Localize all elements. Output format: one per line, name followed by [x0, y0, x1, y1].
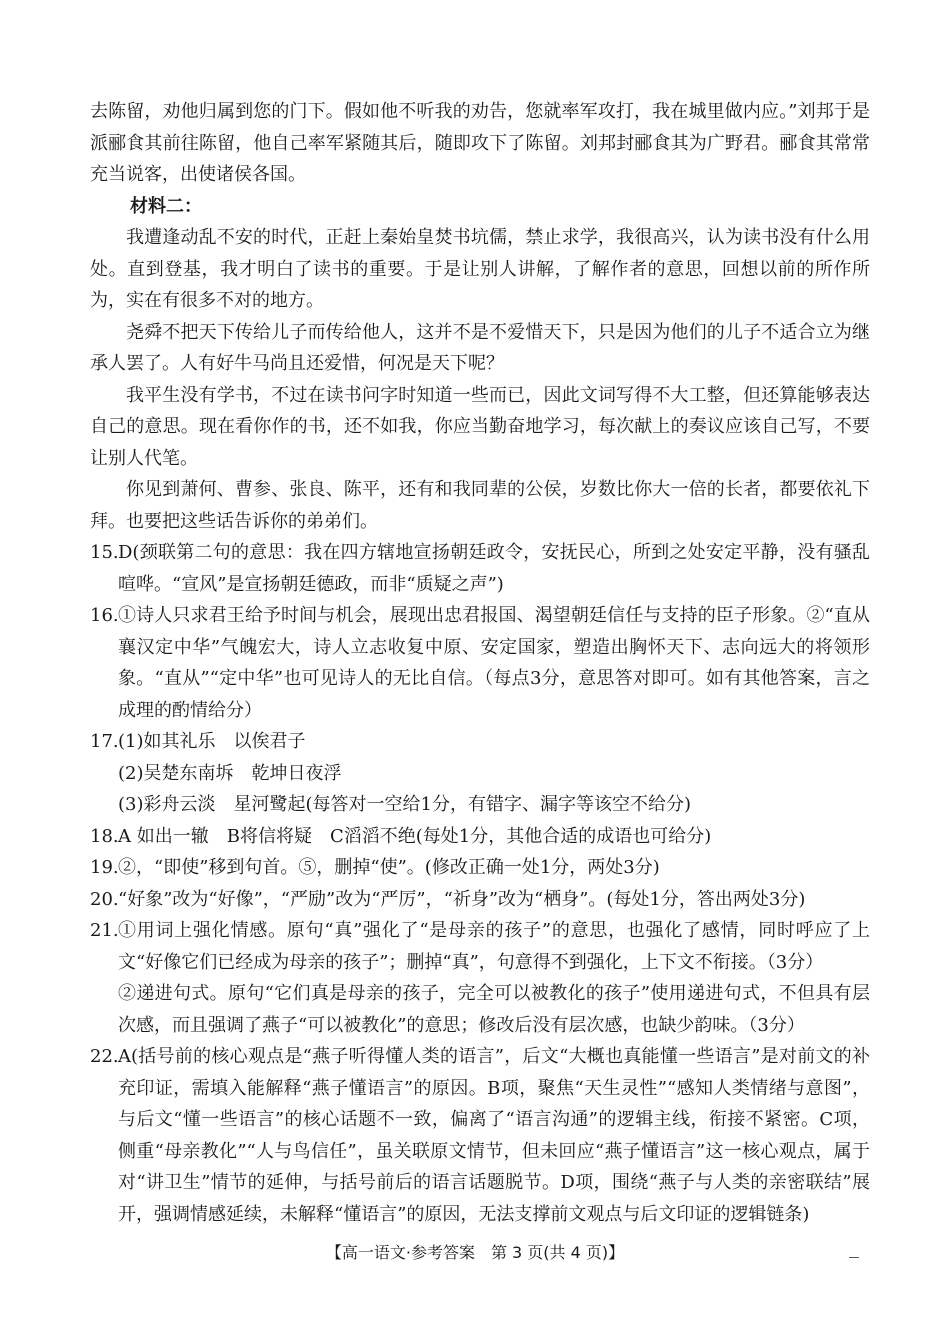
answer-text: “好象”改为“好像”，“严励”改为“严厉”，“祈身”改为“栖身”。(每处1分，答出两处3分): [118, 888, 806, 910]
answer-21: [90, 915, 870, 1041]
answer-15: [90, 537, 870, 600]
answer-22: [90, 1041, 870, 1230]
answer-text: A(括号前的核心观点是“燕子听得懂人类的语言”，后文“大概也真能懂一些语言”是对前文的补充印证，需填入能解释“燕子懂语言”的原因。B项，聚焦“天生灵性”“感知人类情绪与意图”，与后文“懂一些语言”的核心话题不一致，偏离了“语言沟通”的逻辑主线，衔接不紧密。C项，侧重“母亲教化”“人与鸟信任”，虽关联原文情节，但未回应“燕子懂语言”这一核心观点，属于对“讲卫生”情节的延伸，与括号前后的语言话题脱节。D项，围绕“燕子与人类的亲密联结”展开，强调情感延续，未解释“懂语言”的原因，无法支撑前文观点与后文印证的逻辑链条): [118, 1046, 870, 1225]
answer-20: [90, 884, 870, 916]
answer-text: D(颈联第二句的意思：我在四方辖地宣扬朝廷政令，安抚民心，所到之处安定平静，没有骚乱喧哗。“宣风”是宣扬朝廷德政，而非“质疑之声”): [118, 542, 870, 595]
page-footer: 【高一语文·参考答案 第 3 页(共 4 页)】: [325, 1243, 625, 1262]
material2-paragraph: 尧舜不把天下传给儿子而传给他人，这并不是不爱惜天下，只是因为他们的儿子不适合立为继承人罢了。人有好牛马尚且还爱惜，何况是天下呢？: [90, 321, 870, 374]
answer-text: A 如出一辙 B将信将疑 C滔滔不绝(每处1分，其他合适的成语也可给分): [118, 825, 712, 847]
question-number: 18.: [90, 825, 119, 847]
material1-tail: 去陈留，劝他归属到您的门下。假如他不听我的劝告，您就率军攻打，我在城里做内应。”刘邦于是派郦食其前往陈留，他自己率军紧随其后，随即攻下了陈留。刘邦封郦食其为广野君。郦食其常常充当说客，出使诸侯各国。: [90, 101, 870, 185]
answer-21-part1: ①用词上强化情感。原句“真”强化了“是母亲的孩子”的意思，也强化了感情，同时呼应了上文“好像它们已经成为母亲的孩子”；删掉“真”，句意得不到强化，上下文不衔接。（3分）: [118, 920, 870, 973]
material2-paragraph: 我平生没有学书，不过在读书问字时知道一些而已，因此文词写得不大工整，但还算能够表达自己的意思。现在看你作的书，还不如我，你应当勤奋地学习，每次献上的奏议应该自己写，不要让别人代笔。: [90, 384, 870, 469]
question-number: 20.: [90, 888, 119, 910]
corner-mark: [849, 1257, 859, 1258]
answer-18: [90, 821, 870, 853]
material2-paragraph: 你见到萧何、曹参、张良、陈平，还有和我同辈的公侯，岁数比你大一倍的长者，都要依礼下拜。也要把这些话告诉你的弟弟们。: [90, 479, 870, 532]
answer-text: ①诗人只求君王给予时间与机会，展现出忠君报国、渴望朝廷信任与支持的臣子形象。②“直从襄汉定中华”气魄宏大，诗人立志收复中原、安定国家，塑造出胸怀天下、志向远大的将领形象。“直从”“定中华”也可见诗人的无比自信。（每点3分，意思答对即可。如有其他答案，言之成理的酌情给分）: [118, 605, 870, 721]
answer-16: [90, 600, 870, 726]
material2-heading: 材料二：: [130, 195, 202, 217]
question-number: 16.: [90, 605, 119, 626]
question-number: 15.: [90, 542, 119, 563]
answer-17-line: (2)吴楚东南坼 乾坤日夜浮: [118, 762, 342, 784]
answer-17: [90, 726, 870, 758]
answer-text: [118, 915, 870, 1041]
material2-paragraph: 我遭逢动乱不安的时代，正赶上秦始皇焚书坑儒，禁止求学，我很高兴，认为读书没有什么用处。直到登基，我才明白了读书的重要。于是让别人讲解，了解作者的意思，回想以前的所作所为，实在有很多不对的地方。: [90, 227, 870, 311]
answer-19: [90, 852, 870, 884]
question-number: 22.: [90, 1046, 119, 1067]
question-number: 17.: [90, 731, 119, 752]
answer-21-part2: ②递进句式。原句“它们真是母亲的孩子，完全可以被教化的孩子”使用递进句式，不但具有层次感，而且强调了燕子“可以被教化”的意思；修改后没有层次感，也缺少韵味。（3分）: [118, 983, 870, 1036]
answer-text: ②，“即使”移到句首。⑤，删掉“使”。(修改正确一处1分，两处3分): [118, 857, 660, 878]
answer-page: [90, 96, 870, 1230]
answer-text: (1)如其礼乐 以俟君子: [118, 731, 306, 752]
question-number: 21.: [90, 920, 119, 941]
question-number: 19.: [90, 857, 119, 878]
answer-17-line: (3)彩舟云淡 星河鹭起(每答对一空给1分，有错字、漏字等该空不给分): [118, 794, 691, 815]
